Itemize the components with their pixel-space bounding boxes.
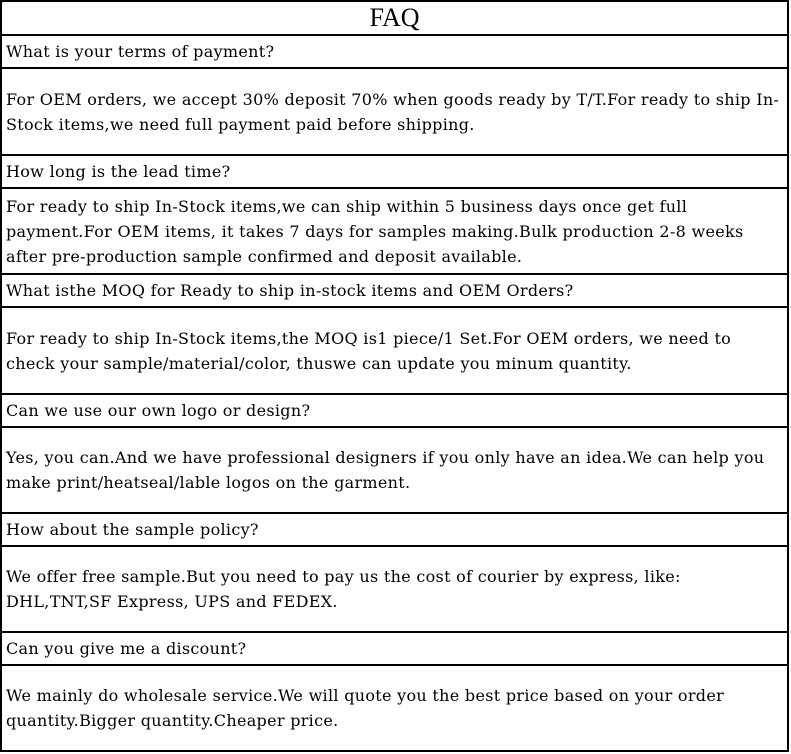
faq-question-row: [1, 274, 788, 307]
faq-question-row: [1, 394, 788, 427]
faq-question-logo: Can we use our own logo or design?: [1, 394, 788, 427]
faq-answer-row: [1, 665, 788, 751]
faq-question-payment: What is your terms of payment?: [1, 35, 788, 68]
faq-answer-logo: Yes, you can.And we have professional designers if you only have an idea.We can help you make print/heatseal/lable logos on the garment.: [1, 427, 788, 513]
faq-answer-payment: For OEM orders, we accept 30% deposit 70% when goods ready by T/T.For ready to ship In-Stock items,we need full payment paid before shipping.: [1, 68, 788, 155]
faq-question-sample-policy: How about the sample policy?: [1, 513, 788, 546]
faq-answer-row: [1, 307, 788, 394]
title-row: [1, 1, 788, 35]
faq-answer-discount: We mainly do wholesale service.We will quote you the best price based on your order quantity.Bigger quantity.Cheaper price.: [1, 665, 788, 751]
faq-question-row: [1, 35, 788, 68]
faq-answer-row: [1, 68, 788, 155]
faq-answer-sample-policy: We offer free sample.But you need to pay us the cost of courier by express, like: DHL,TNT,SF Express, UPS and FEDEX.: [1, 546, 788, 632]
page-title: FAQ: [1, 1, 788, 35]
faq-question-row: [1, 632, 788, 665]
faq-answer-row: [1, 188, 788, 274]
faq-answer-row: [1, 427, 788, 513]
faq-answer-moq: For ready to ship In-Stock items,the MOQ is1 piece/1 Set.For OEM orders, we need to check your sample/material/color, thuswe can update you minum quantity.: [1, 307, 788, 394]
faq-question-row: [1, 513, 788, 546]
faq-question-lead-time: How long is the lead time?: [1, 155, 788, 188]
faq-question-discount: Can you give me a discount?: [1, 632, 788, 665]
faq-answer-lead-time: For ready to ship In-Stock items,we can ship within 5 business days once get full payment.For OEM items, it takes 7 days for samples making.Bulk production 2-8 weeks after pre-production sample confirmed and deposit available.: [1, 188, 788, 274]
faq-question-row: [1, 155, 788, 188]
faq-question-moq: What isthe MOQ for Ready to ship in-stock items and OEM Orders?: [1, 274, 788, 307]
faq-answer-row: [1, 546, 788, 632]
